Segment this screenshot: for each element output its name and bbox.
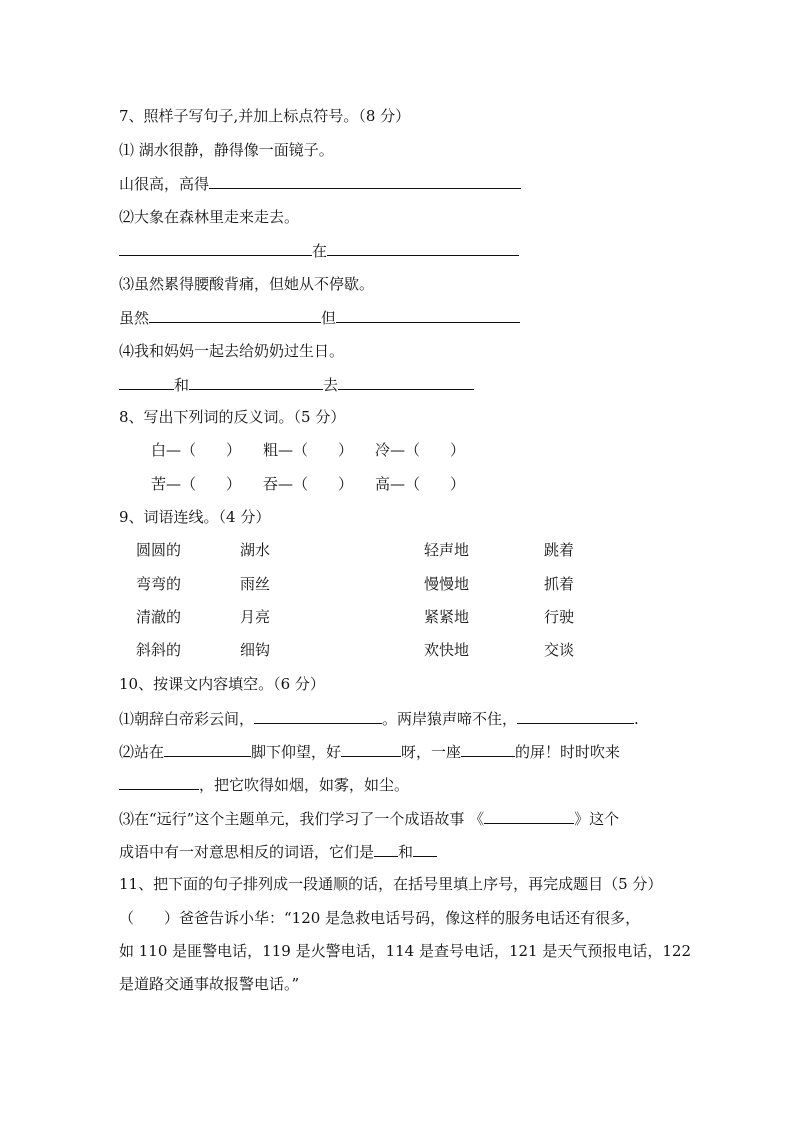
match-word[interactable]: 跳着: [544, 541, 575, 559]
q9-title: 9、词语连线。（4 分）: [119, 508, 271, 526]
answer-blank[interactable]: [209, 173, 521, 189]
match-word[interactable]: 斜斜的: [136, 641, 182, 659]
q10-line-4: [119, 808, 619, 829]
answer-blank[interactable]: [461, 741, 515, 757]
q7-answer-4-a: 和: [174, 376, 190, 394]
q10-text: 。两岸猿声啼不住，: [382, 710, 518, 728]
match-word[interactable]: 慢慢地: [424, 575, 470, 593]
match-word[interactable]: 弯弯的: [136, 575, 182, 593]
answer-blank[interactable]: [338, 374, 474, 390]
answer-blank[interactable]: [341, 741, 401, 757]
answer-blank[interactable]: [164, 741, 251, 757]
answer-blank[interactable]: [119, 374, 174, 390]
q10-text: ，把它吹得如烟，如雾，如尘。: [199, 776, 410, 794]
answer-blank[interactable]: [484, 808, 574, 824]
q10-text: 脚下仰望，好: [251, 743, 342, 761]
answer-blank[interactable]: [149, 307, 321, 323]
answer-blank[interactable]: [374, 841, 398, 857]
q7-example-3: ⑶虽然累得腰酸背痛，但她从不停歇。: [119, 275, 375, 293]
answer-blank[interactable]: [327, 240, 519, 256]
antonym-item[interactable]: 粗—（ ）: [263, 441, 354, 459]
q10-text: 的屏！时时吹来: [515, 743, 621, 761]
q11-line-1: （ ）爸爸告诉小华：“120 是急救电话号码，像这样的服务电话还有很多，: [119, 909, 641, 927]
q7-answer-4: [119, 374, 474, 395]
q10-text: 成语中有一对意思相反的词语，它们是: [119, 843, 375, 861]
antonym-item[interactable]: 苦—（ ）: [151, 475, 242, 493]
q10-text: ⑴朝辞白帝彩云间，: [119, 710, 255, 728]
answer-blank[interactable]: [413, 841, 437, 857]
q10-text: 呀，一座: [401, 743, 462, 761]
q10-text: .: [634, 710, 639, 728]
match-word[interactable]: 月亮: [240, 608, 271, 626]
match-word[interactable]: 欢快地: [424, 641, 470, 659]
q11-line-3: 是道路交通事故报警电话。”: [119, 975, 300, 993]
q7-answer-1: [119, 173, 521, 194]
match-word[interactable]: 抓着: [544, 575, 575, 593]
q10-line-5: [119, 841, 437, 862]
match-word[interactable]: 细钩: [240, 641, 271, 659]
q10-text: ⑶在“远行”这个主题单元，我们学习了一个成语故事 《: [119, 810, 485, 828]
match-word[interactable]: 湖水: [240, 541, 271, 559]
answer-blank[interactable]: [517, 708, 634, 724]
q10-text: 和: [398, 843, 414, 861]
match-word[interactable]: 清澈的: [136, 608, 182, 626]
antonym-item[interactable]: 冷—（ ）: [375, 441, 466, 459]
match-word[interactable]: 交谈: [544, 641, 575, 659]
answer-blank[interactable]: [336, 307, 520, 323]
answer-blank[interactable]: [119, 240, 312, 256]
answer-blank[interactable]: [119, 774, 199, 790]
antonym-item[interactable]: 白—（ ）: [151, 441, 242, 459]
q7-answer-3-b: 但: [321, 309, 337, 327]
answer-blank[interactable]: [189, 374, 323, 390]
answer-blank[interactable]: [254, 708, 382, 724]
q7-answer-3-a: 虽然: [119, 309, 150, 327]
q7-example-4: ⑷我和妈妈一起去给奶奶过生日。: [119, 342, 345, 360]
q11-title: 11、把下面的句子排列成一段通顺的话，在括号里填上序号，再完成题目（5 分）: [119, 875, 663, 893]
q10-line-1: [119, 708, 639, 729]
q7-answer-1-prefix: 山很高，高得: [119, 175, 210, 193]
q7-answer-3: [119, 307, 520, 328]
q7-answer-4-b: 去: [323, 376, 339, 394]
match-word[interactable]: 紧紧地: [424, 608, 470, 626]
antonym-item[interactable]: 吞—（ ）: [263, 475, 354, 493]
q10-text: 》这个: [574, 810, 620, 828]
match-word[interactable]: 轻声地: [424, 541, 470, 559]
q10-text: ⑵站在: [119, 743, 165, 761]
q10-line-2: [119, 741, 620, 762]
q11-line-2: 如 110 是匪警电话，119 是火警电话，114 是查号电话，121 是天气预报电话，122: [119, 942, 691, 960]
q8-title: 8、写出下列词的反义词。（5 分）: [119, 408, 346, 426]
q7-answer-2: [119, 240, 519, 261]
match-word[interactable]: 行驶: [544, 608, 575, 626]
antonym-item[interactable]: 高—（ ）: [375, 475, 466, 493]
q7-answer-2-mid: 在: [312, 242, 328, 260]
q10-title: 10、按课文内容填空。（6 分）: [119, 675, 325, 693]
match-word[interactable]: 雨丝: [240, 575, 271, 593]
q7-example-2: ⑵大象在森林里走来走去。: [119, 208, 300, 226]
match-word[interactable]: 圆圆的: [136, 541, 182, 559]
q10-line-3: [119, 774, 409, 795]
q7-example-1: ⑴ 湖水很静，静得像一面镜子。: [119, 141, 334, 159]
q7-title: 7、照样子写句子,并加上标点符号。（8 分）: [119, 107, 411, 125]
